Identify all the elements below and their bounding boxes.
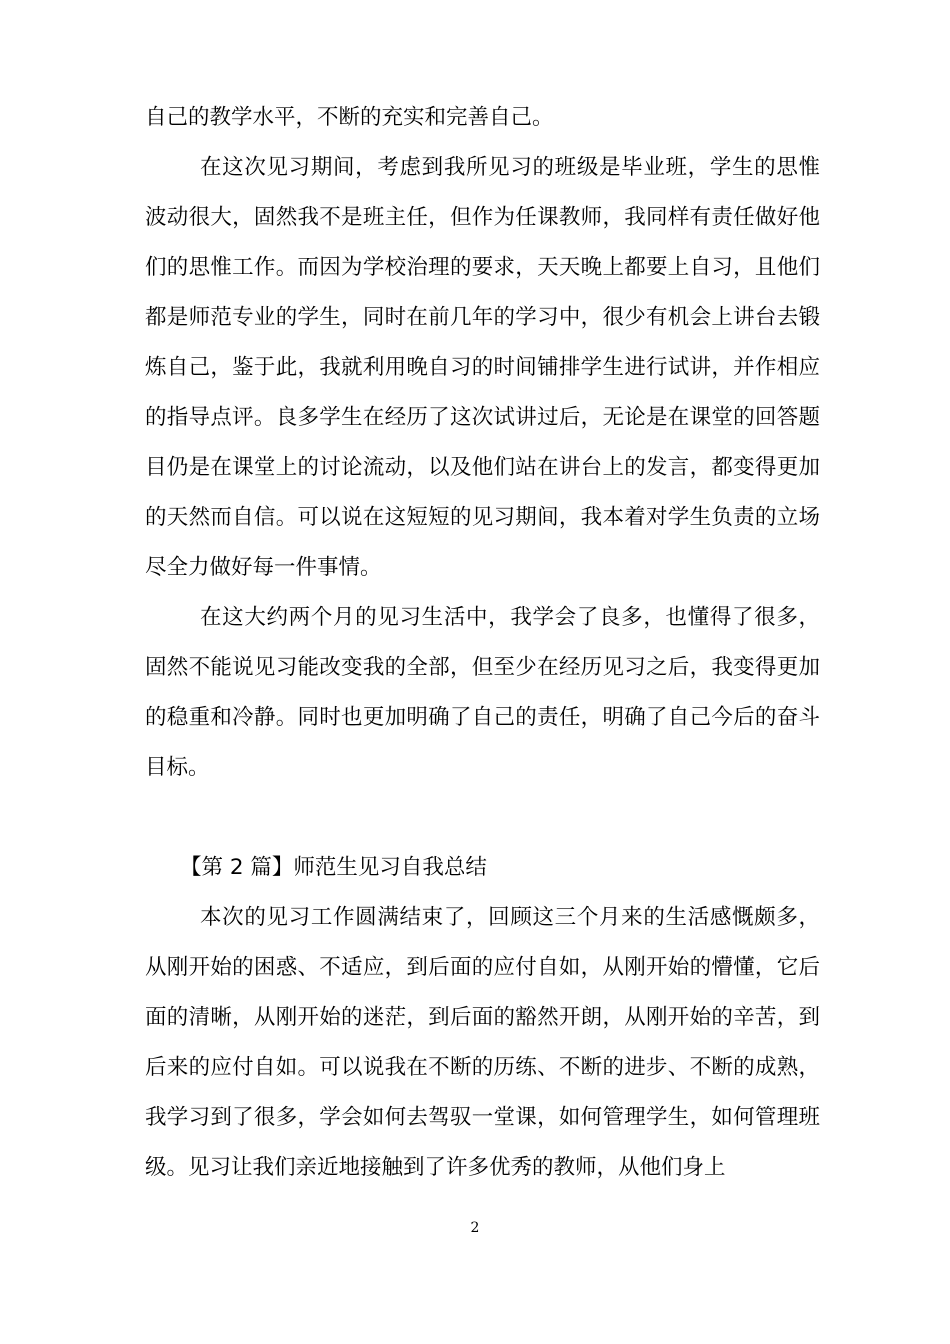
paragraph-section-2-intro: 本次的见习工作圆满结束了，回顾这三个月来的生活感慨颇多，从刚开始的困惑、不适应，到后面的应付自如，从刚开始的懵懂，它后面的清晰，从刚开始的迷茫，到后面的豁然开朗，从刚开始的辛苦，到后来的应付自如。可以说我在不断的历练、不断的进步、不断的成熟，我学习到了很多，学会如何去驾驭一堂课，如何管理学生，如何管理班级。见习让我们亲近地接触到了许多优秀的教师，从他们身上 (145, 905, 820, 1180)
paragraph-continuation: 自己的教学水平，不断的充实和完善自己。 (145, 105, 554, 130)
section-gap (145, 793, 820, 843)
paragraph-internship-work: 在这次见习期间，考虑到我所见习的班级是毕业班，学生的思惟波动很大，固然我不是班主任，但作为任课教师，我同样有责任做好他们的思惟工作。而因为学校治理的要求，天天晚上都要上自习，且他们都是师范专业的学生，同时在前几年的学习中，很少有机会上讲台去锻炼自己，鉴于此，我就利用晚自习的时间铺排学生进行试讲，并作相应的指导点评。良多学生在经历了这次试讲过后，无论是在课堂的回答题目仍是在课堂上的讨论流动，以及他们站在讲台上的发言，都变得更加的天然而自信。可以说在这短短的见习期间，我本着对学生负责的立场尽全力做好每一件事情。 (145, 155, 820, 580)
section-heading: 【第 2 篇】师范生见习自我总结 (180, 855, 487, 880)
paragraph-internship-summary: 在这大约两个月的见习生活中，我学会了良多，也懂得了很多，固然不能说见习能改变我的全部，但至少在经历见习之后，我变得更加的稳重和冷静。同时也更加明确了自己的责任，明确了自己今后的奋斗目标。 (145, 605, 820, 780)
document-body (145, 93, 820, 1193)
page-number: 2 (470, 1220, 480, 1236)
